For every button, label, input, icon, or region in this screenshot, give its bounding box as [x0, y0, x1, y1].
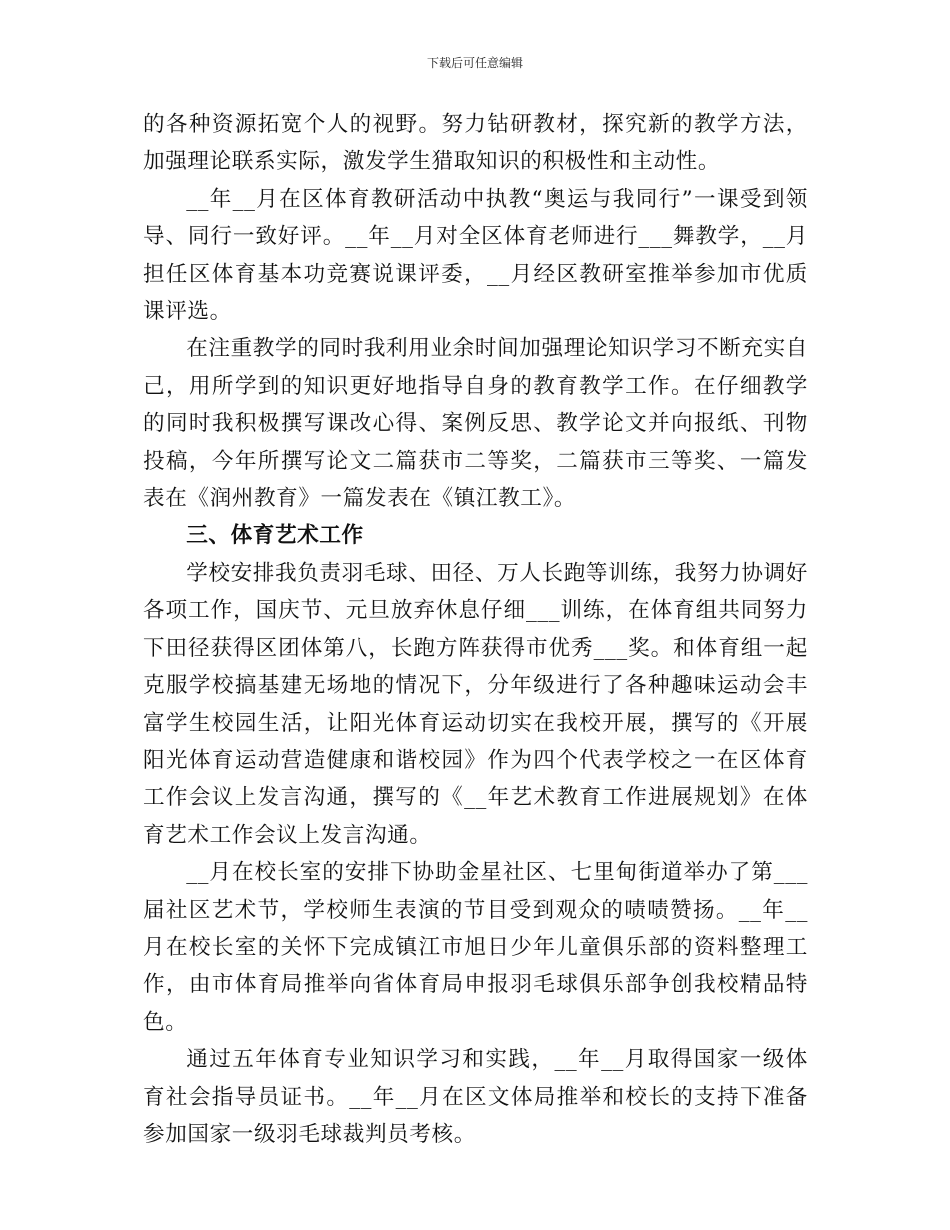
- document-body: [143, 106, 808, 1153]
- paragraph-4: 学校安排我负责羽毛球、田径、万人长跑等训练，我努力协调好各项工作，国庆节、元旦放弃休息仔细___训练，在体育组共同努力下田径获得区团体第八，长跑方阵获得市优秀___奖。和体育组一起克服学校搞基建无场地的情况下，分年级进行了各种趣味运动会丰富学生校园生活，让阳光体育运动切实在我校开展，撰写的《开展阳光体育运动营造健康和谐校园》作为四个代表学校之一在区体育工作会议上发言沟通，撰写的《__年艺术教育工作进展规划》在体育艺术工作会议上发言沟通。: [143, 560, 808, 848]
- paragraph-6: 通过五年体育专业知识学习和实践，__年__月取得国家一级体育社会指导员证书。__年__月在区文体局推举和校长的支持下准备参加国家一级羽毛球裁判员考核。: [143, 1047, 808, 1147]
- paragraph-1: 的各种资源拓宽个人的视野。努力钻研教材，探究新的教学方法，加强理论联系实际，激发学生猎取知识的积极性和主动性。: [143, 112, 808, 175]
- paragraph-3: 在注重教学的同时我利用业余时间加强理论知识学习不断充实自己，用所学到的知识更好地指导自身的教育教学工作。在仔细教学的同时我积极撰写课改心得、案例反思、教学论文并向报纸、刊物投稿，今年所撰写论文二篇获市二等奖，二篇获市三等奖、一篇发表在《润州教育》一篇发表在《镇江教工》。: [143, 336, 808, 512]
- paragraph-2: __年__月在区体育教研活动中执教“奥运与我同行”一课受到领导、同行一致好评。__年__月对全区体育老师进行___舞教学，__月担任区体育基本功竞赛说课评委，__月经区教研室推举参加市优质课评选。: [143, 186, 808, 325]
- paragraph-5: __月在校长室的安排下协助金星社区、七里甸街道举办了第___届社区艺术节，学校师生表演的节目受到观众的啧啧赞扬。__年__月在校长室的关怀下完成镇江市旭日少年儿童俱乐部的资料整理工作，由市体育局推举向省体育局申报羽毛球俱乐部争创我校精品特色。: [143, 860, 808, 1035]
- page-header: 下载后可任意编辑: [426, 56, 523, 70]
- section-heading: 三、体育艺术工作: [186, 523, 364, 549]
